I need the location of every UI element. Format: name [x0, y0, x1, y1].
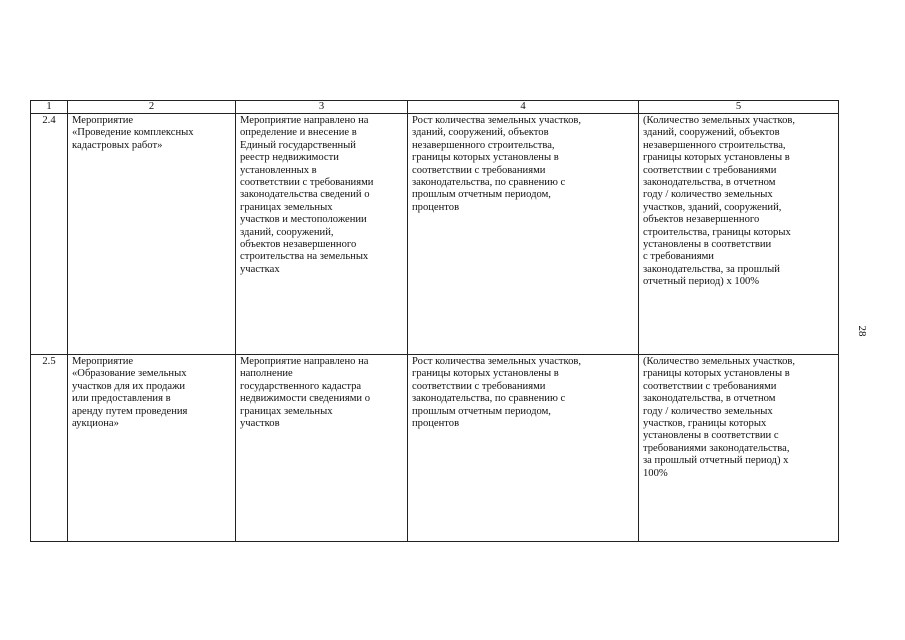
cell-text-line: аукциона»: [72, 418, 119, 430]
formula-cell: [639, 355, 839, 542]
measures-table: [30, 100, 839, 542]
cell-text-line: (Количество земельных участков,: [643, 356, 796, 367]
cell-text-line: участках: [240, 263, 280, 275]
page-number: 28: [856, 325, 868, 337]
measure-name-cell: [68, 355, 236, 542]
header-cell-3: 3: [236, 101, 408, 114]
cell-text-line: Рост количества земельных участков,: [412, 356, 582, 367]
cell-text-line: требованиями законодательства,: [643, 442, 790, 454]
cell-text-line: кадастровых работ»: [72, 139, 163, 151]
cell-text-line: отчетный период) х 100%: [643, 276, 760, 288]
cell-text-line: законодательства, по сравнению с: [412, 177, 566, 189]
cell-text-line: аренду путем проведения: [72, 405, 188, 417]
cell-text-line: границы которых установлены в: [412, 152, 559, 164]
cell-text-line: недвижимости сведениями о: [240, 393, 371, 405]
table-header-row: [31, 101, 839, 114]
cell-text-line: участков и местоположении: [240, 214, 367, 226]
cell-text-line: строительства на земельных: [240, 251, 369, 263]
cell-text-line: наполнение: [240, 368, 293, 380]
cell-text-line: незавершенного строительства,: [412, 139, 555, 151]
cell-text-line: соответствии с требованиями: [643, 164, 777, 176]
cell-text-line: Мероприятие: [72, 115, 134, 126]
measure-name-cell: [68, 114, 236, 355]
cell-text-line: Мероприятие направлено на: [240, 356, 369, 367]
cell-text-line: границах земельных: [240, 201, 333, 213]
cell-text-line: «Проведение комплексных: [72, 127, 194, 139]
cell-text-line: законодательства, за прошлый: [643, 263, 780, 275]
cell-text-line: (Количество земельных участков,: [643, 115, 796, 126]
cell-text-line: незавершенного строительства,: [643, 139, 786, 151]
cell-text-line: участков: [240, 418, 280, 430]
cell-text-line: установленных в: [240, 164, 317, 176]
cell-text-line: границы которых установлены в: [412, 368, 559, 380]
cell-text-line: объектов незавершенного: [643, 214, 760, 226]
cell-text-line: государственного кадастра: [240, 380, 362, 392]
cell-text-line: с требованиями: [643, 251, 714, 263]
cell-text-line: Единый государственный: [240, 139, 356, 151]
cell-text-line: зданий, сооружений, объектов: [643, 127, 780, 139]
indicator-cell: [408, 355, 639, 542]
cell-text-line: законодательства, в отчетном: [643, 177, 776, 189]
cell-text-line: участков для их продажи: [72, 380, 186, 392]
cell-text-line: объектов незавершенного: [240, 239, 357, 251]
cell-text-line: законодательства сведений о: [240, 189, 370, 201]
cell-text-line: установлены в соответствии: [643, 239, 772, 251]
cell-text-line: границы которых установлены в: [643, 368, 790, 380]
cell-text-line: законодательства, в отчетном: [643, 393, 776, 405]
cell-text-line: «Образование земельных: [72, 368, 187, 380]
cell-text-line: процентов: [412, 418, 460, 430]
cell-text-line: году / количество земельных: [643, 189, 773, 201]
cell-text-line: зданий, сооружений, объектов: [412, 127, 549, 139]
cell-text-line: Мероприятие: [72, 356, 134, 367]
cell-text-line: за прошлый отчетный период) х: [643, 455, 789, 467]
measure-description-cell: [236, 355, 408, 542]
cell-text-line: соответствии с требованиями: [412, 380, 546, 392]
cell-text-line: соответствии с требованиями: [412, 164, 546, 176]
row-number: 2.4: [31, 114, 68, 355]
cell-text-line: прошлым отчетным периодом,: [412, 189, 551, 201]
cell-text-line: Мероприятие направлено на: [240, 115, 369, 126]
cell-text-line: Рост количества земельных участков,: [412, 115, 582, 126]
cell-text-line: зданий, сооружений,: [240, 226, 334, 238]
row-number: 2.5: [31, 355, 68, 542]
cell-text-line: определение и внесение в: [240, 127, 357, 139]
formula-cell: [639, 114, 839, 355]
header-cell-2: 2: [68, 101, 236, 114]
indicator-cell: [408, 114, 639, 355]
cell-text-line: году / количество земельных: [643, 405, 773, 417]
cell-text-line: границах земельных: [240, 405, 333, 417]
cell-text-line: 100%: [643, 467, 668, 479]
cell-text-line: границы которых установлены в: [643, 152, 790, 164]
cell-text-line: реестр недвижимости: [240, 152, 339, 164]
cell-text-line: законодательства, по сравнению с: [412, 393, 566, 405]
header-cell-1: 1: [31, 101, 68, 114]
cell-text-line: строительства, границы которых: [643, 226, 791, 238]
header-cell-4: 4: [408, 101, 639, 114]
cell-text-line: или предоставления в: [72, 393, 171, 405]
table-row: [31, 355, 839, 542]
header-cell-5: 5: [639, 101, 839, 114]
cell-text-line: прошлым отчетным периодом,: [412, 405, 551, 417]
cell-text-line: соответствии с требованиями: [240, 177, 374, 189]
cell-text-line: участков, зданий, сооружений,: [643, 201, 782, 213]
cell-text-line: установлены в соответствии с: [643, 430, 779, 442]
cell-text-line: участков, границы которых: [643, 418, 767, 430]
cell-text-line: процентов: [412, 201, 460, 213]
cell-text-line: соответствии с требованиями: [643, 380, 777, 392]
table-row: [31, 114, 839, 355]
measure-description-cell: [236, 114, 408, 355]
